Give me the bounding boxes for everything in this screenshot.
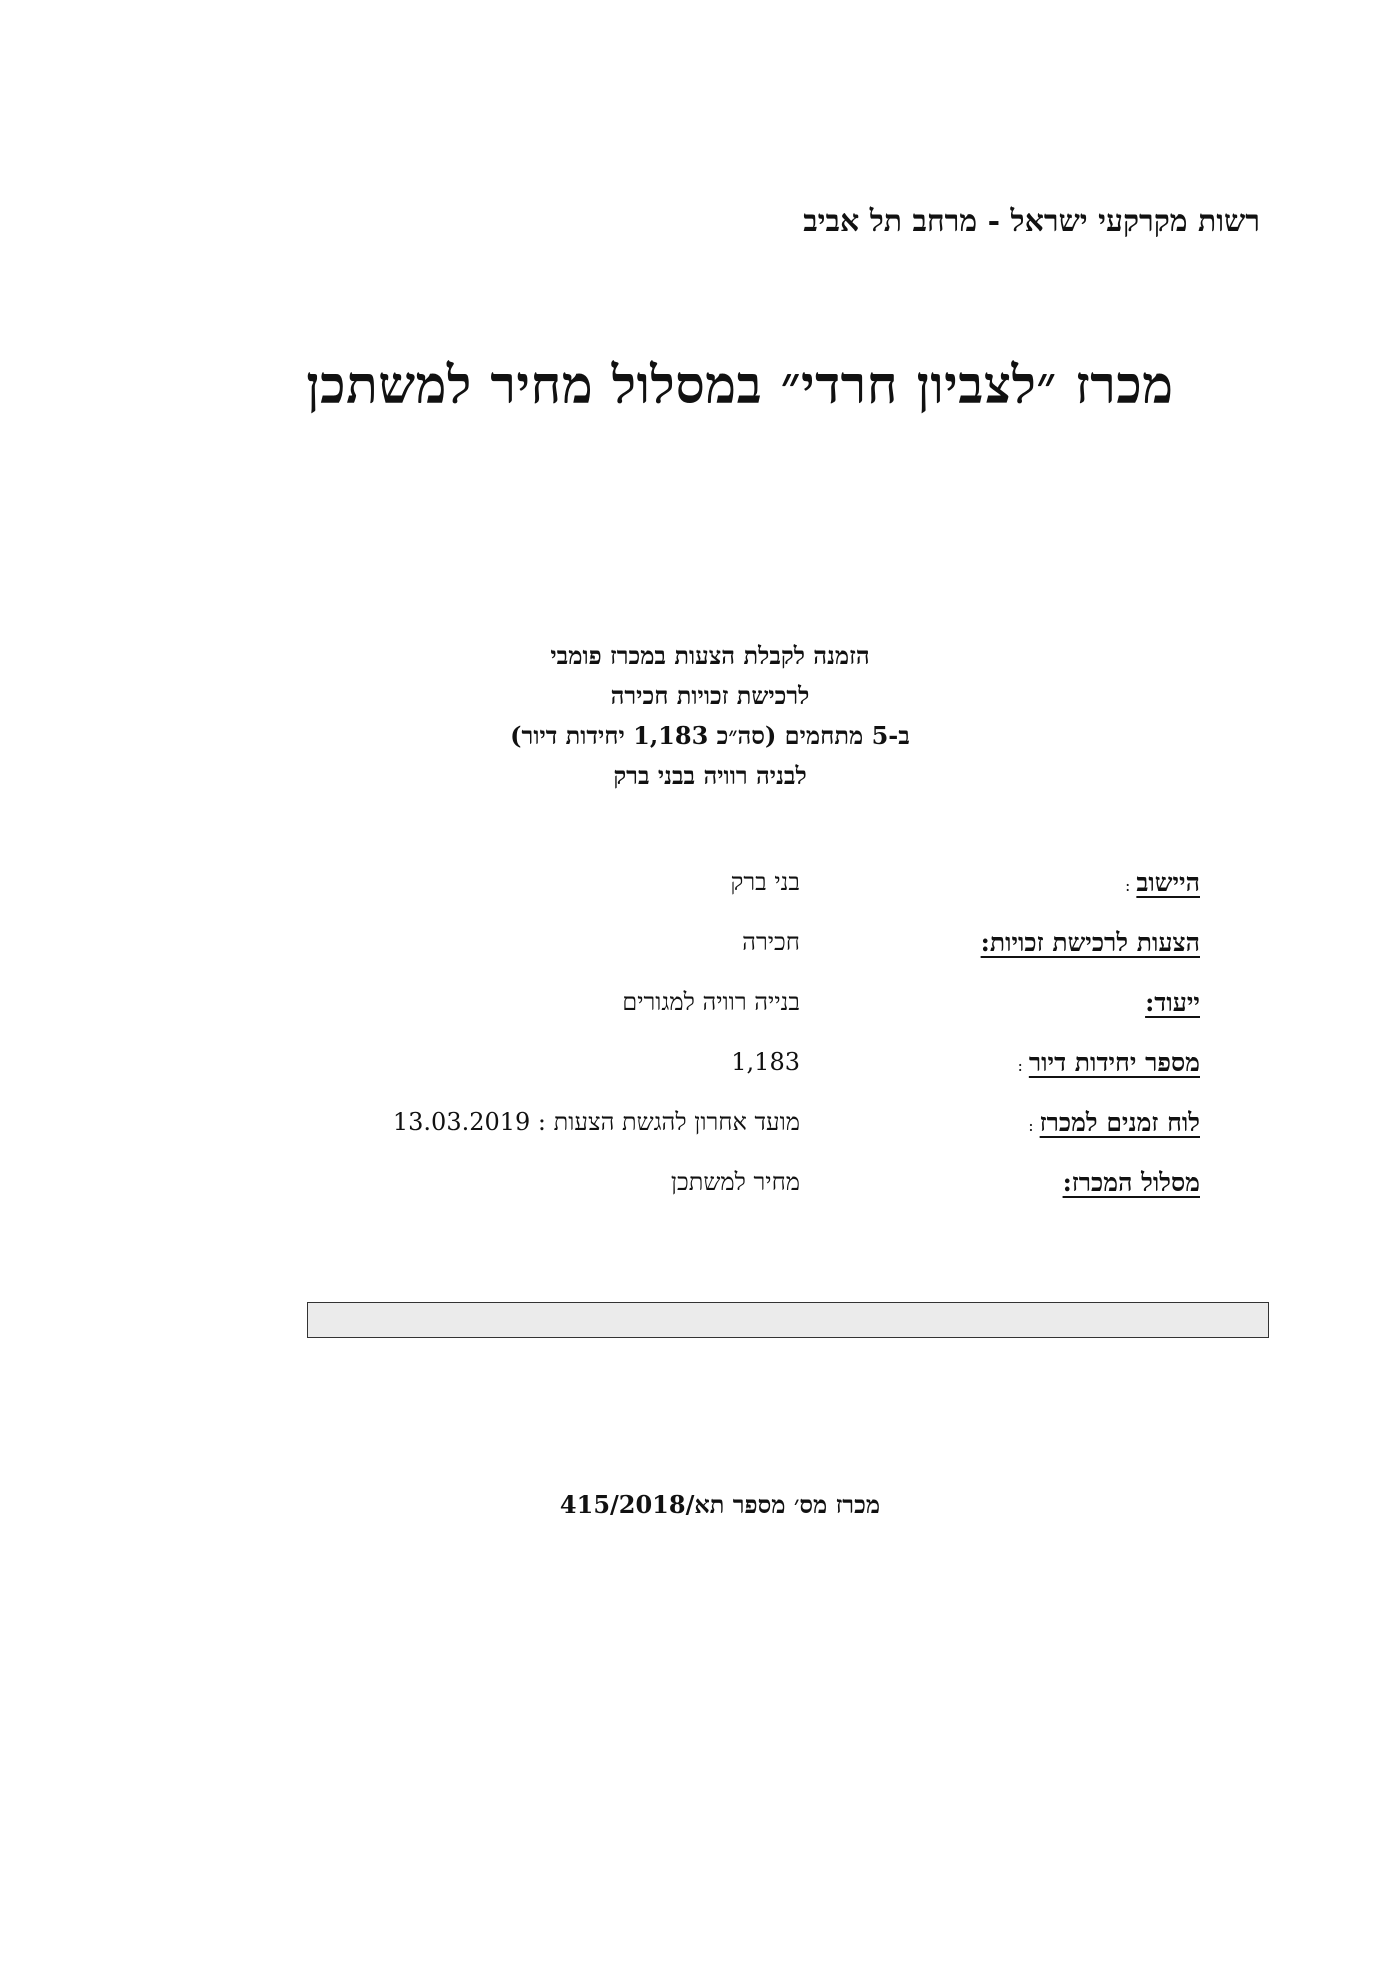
label-colon: : xyxy=(1124,876,1131,895)
detail-row-designation xyxy=(200,988,1200,1048)
invitation-line: ב-5 מתחמים (סה״כ 1,183 יחידות דיור) xyxy=(510,721,910,750)
detail-label: מספר יחידות דיור xyxy=(1028,1048,1200,1077)
detail-value: מועד אחרון להגשת הצעות : 13.03.2019 xyxy=(392,1108,800,1136)
issuing-authority: רשות מקרקעי ישראל - מרחב תל אביב xyxy=(803,204,1260,239)
detail-value: בנייה רוויה למגורים xyxy=(622,988,800,1016)
invitation-line: לבניה רוויה בבני ברק xyxy=(613,761,807,790)
detail-label: הצעות לרכישת זכויות: xyxy=(980,928,1200,957)
detail-label: ייעוד: xyxy=(1145,988,1200,1017)
detail-row-schedule xyxy=(200,1108,1200,1168)
detail-label: מסלול המכרז: xyxy=(1062,1168,1200,1197)
detail-row-units xyxy=(200,1048,1200,1108)
detail-value: 1,183 xyxy=(731,1048,800,1076)
detail-value: מחיר למשתכן xyxy=(670,1168,800,1196)
gray-box xyxy=(307,1302,1269,1338)
page-title: מכרז ״לצביון חרדי״ במסלול מחיר למשתכן xyxy=(306,355,1174,416)
detail-value: בני ברק xyxy=(730,868,800,896)
detail-label: לוח זמנים למכרז xyxy=(1039,1108,1200,1137)
detail-row-settlement xyxy=(200,868,1200,928)
label-colon: : xyxy=(1028,1116,1034,1135)
invitation-block xyxy=(0,636,1400,796)
detail-label: היישוב xyxy=(1136,868,1200,897)
label-colon: : xyxy=(1017,1056,1023,1075)
invitation-line: הזמנה לקבלת הצעות במכרז פומבי xyxy=(550,641,870,670)
detail-row-track xyxy=(200,1168,1200,1228)
detail-row-rights xyxy=(200,928,1200,988)
tender-number: מכרז מס׳ מספר תא/415/2018 xyxy=(559,1490,881,1519)
tender-details xyxy=(200,868,1200,1228)
detail-value: חכירה xyxy=(742,928,800,956)
invitation-line: לרכישת זכויות חכירה xyxy=(610,681,810,710)
